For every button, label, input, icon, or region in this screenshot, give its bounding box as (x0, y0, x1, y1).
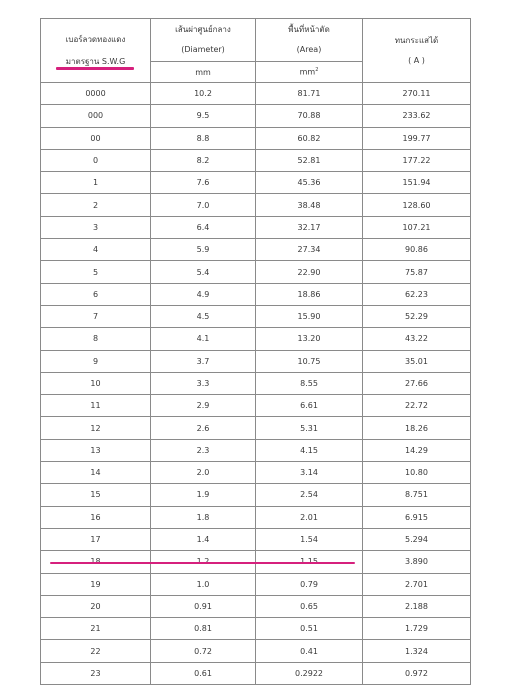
table-row (41, 528, 471, 550)
cell-area: 60.82 (256, 127, 363, 149)
cell-diameter: 1.4 (151, 528, 256, 550)
cell-swg: 5 (41, 261, 151, 283)
unit-area (256, 62, 363, 83)
cell-diameter: 2.6 (151, 417, 256, 439)
cell-swg: 11 (41, 395, 151, 417)
cell-diameter: 6.4 (151, 216, 256, 238)
cell-current: 128.60 (363, 194, 471, 216)
cell-area: 13.20 (256, 328, 363, 350)
table-row (41, 127, 471, 149)
cell-area: 70.88 (256, 105, 363, 127)
cell-diameter: 8.8 (151, 127, 256, 149)
table-row (41, 618, 471, 640)
header-current-line1: ทนกระแสได้ (394, 35, 439, 45)
cell-area: 22.90 (256, 261, 363, 283)
table-row (41, 283, 471, 305)
header-current (363, 19, 471, 83)
header-swg-line1: เบอร์ลวดทองแดง (65, 34, 126, 44)
cell-swg: 23 (41, 662, 151, 684)
cell-diameter: 3.7 (151, 350, 256, 372)
cell-swg: 000 (41, 105, 151, 127)
cell-swg: 0 (41, 149, 151, 171)
header-swg (41, 19, 151, 83)
table-row (41, 261, 471, 283)
cell-area: 8.55 (256, 372, 363, 394)
cell-swg: 1 (41, 172, 151, 194)
table-row (41, 640, 471, 662)
cell-area: 1.54 (256, 528, 363, 550)
cell-current: 18.26 (363, 417, 471, 439)
cell-diameter: 2.9 (151, 395, 256, 417)
table-row (41, 305, 471, 327)
cell-diameter: 9.5 (151, 105, 256, 127)
table-row (41, 595, 471, 617)
cell-current: 27.66 (363, 372, 471, 394)
cell-area: 3.14 (256, 462, 363, 484)
cell-current: 2.188 (363, 595, 471, 617)
cell-current: 1.324 (363, 640, 471, 662)
cell-area: 0.41 (256, 640, 363, 662)
header-diameter-line2: (Diameter) (181, 45, 225, 54)
cell-current: 10.80 (363, 462, 471, 484)
cell-current: 199.77 (363, 127, 471, 149)
header-diameter-line1: เส้นผ่าศูนย์กลาง (175, 25, 231, 34)
wire-gauge-table (40, 18, 471, 685)
cell-current: 22.72 (363, 395, 471, 417)
cell-diameter: 5.4 (151, 261, 256, 283)
cell-diameter: 0.81 (151, 618, 256, 640)
cell-diameter: 4.1 (151, 328, 256, 350)
cell-swg: 7 (41, 305, 151, 327)
cell-diameter: 0.61 (151, 662, 256, 684)
cell-diameter: 1.9 (151, 484, 256, 506)
header-area (256, 19, 363, 62)
cell-current: 75.87 (363, 261, 471, 283)
cell-diameter: 0.91 (151, 595, 256, 617)
cell-swg: 14 (41, 462, 151, 484)
cell-area: 4.15 (256, 439, 363, 461)
header-diameter (151, 19, 256, 62)
cell-swg: 0000 (41, 83, 151, 105)
cell-swg: 00 (41, 127, 151, 149)
table-row (41, 216, 471, 238)
cell-diameter: 4.9 (151, 283, 256, 305)
cell-area: 0.65 (256, 595, 363, 617)
cell-diameter: 1.8 (151, 506, 256, 528)
cell-current: 5.294 (363, 528, 471, 550)
cell-diameter: 8.2 (151, 149, 256, 171)
cell-area: 81.71 (256, 83, 363, 105)
cell-swg: 9 (41, 350, 151, 372)
cell-diameter: 2.0 (151, 462, 256, 484)
cell-area: 27.34 (256, 239, 363, 261)
table-row (41, 439, 471, 461)
cell-current: 1.729 (363, 618, 471, 640)
cell-current: 0.972 (363, 662, 471, 684)
cell-area: 0.79 (256, 573, 363, 595)
cell-area: 32.17 (256, 216, 363, 238)
cell-diameter: 10.2 (151, 83, 256, 105)
cell-area: 18.86 (256, 283, 363, 305)
table-row (41, 105, 471, 127)
cell-area: 10.75 (256, 350, 363, 372)
cell-current: 14.29 (363, 439, 471, 461)
cell-swg: 13 (41, 439, 151, 461)
cell-diameter: 7.6 (151, 172, 256, 194)
table-row (41, 83, 471, 105)
table-row (41, 662, 471, 684)
cell-area: 52.81 (256, 149, 363, 171)
cell-diameter: 1.0 (151, 573, 256, 595)
table-row (41, 172, 471, 194)
cell-current: 270.11 (363, 83, 471, 105)
cell-current: 3.890 (363, 551, 471, 573)
table-row (41, 395, 471, 417)
unit-area-exponent: 2 (315, 67, 319, 74)
cell-diameter: 4.5 (151, 305, 256, 327)
table-row (41, 149, 471, 171)
cell-area: 2.54 (256, 484, 363, 506)
cell-swg: 20 (41, 595, 151, 617)
swg-header-underline (56, 67, 134, 70)
cell-swg: 17 (41, 528, 151, 550)
cell-current: 8.751 (363, 484, 471, 506)
cell-current: 233.62 (363, 105, 471, 127)
cell-swg: 12 (41, 417, 151, 439)
cell-current: 107.21 (363, 216, 471, 238)
cell-swg: 21 (41, 618, 151, 640)
cell-current: 177.22 (363, 149, 471, 171)
cell-current: 43.22 (363, 328, 471, 350)
cell-swg: 10 (41, 372, 151, 394)
cell-swg: 8 (41, 328, 151, 350)
header-swg-line2: มาตรฐาน S.W.G (65, 56, 126, 66)
cell-diameter: 2.3 (151, 439, 256, 461)
cell-current: 52.29 (363, 305, 471, 327)
unit-diameter: mm (151, 62, 256, 83)
header-area-line1: พื้นที่หน้าตัด (288, 25, 330, 34)
table-row (41, 573, 471, 595)
cell-current: 151.94 (363, 172, 471, 194)
cell-swg: 3 (41, 216, 151, 238)
cell-area: 0.51 (256, 618, 363, 640)
table-row (41, 239, 471, 261)
table-row (41, 484, 471, 506)
cell-current: 6.915 (363, 506, 471, 528)
cell-area: 5.31 (256, 417, 363, 439)
cell-swg: 22 (41, 640, 151, 662)
cell-current: 2.701 (363, 573, 471, 595)
cell-area: 15.90 (256, 305, 363, 327)
table-row (41, 350, 471, 372)
cell-swg: 2 (41, 194, 151, 216)
header-area-line2: (Area) (296, 45, 322, 54)
unit-area-base: mm (299, 67, 316, 77)
cell-area: 45.36 (256, 172, 363, 194)
cell-diameter: 0.72 (151, 640, 256, 662)
highlight-row-underline (50, 562, 355, 565)
cell-swg: 6 (41, 283, 151, 305)
cell-diameter: 3.3 (151, 372, 256, 394)
table-row (41, 372, 471, 394)
cell-current: 35.01 (363, 350, 471, 372)
cell-area: 6.61 (256, 395, 363, 417)
cell-current: 62.23 (363, 283, 471, 305)
cell-swg: 15 (41, 484, 151, 506)
cell-area: 0.2922 (256, 662, 363, 684)
table-row (41, 328, 471, 350)
cell-swg: 4 (41, 239, 151, 261)
table-row (41, 462, 471, 484)
table-row (41, 417, 471, 439)
cell-swg: 16 (41, 506, 151, 528)
cell-current: 90.86 (363, 239, 471, 261)
cell-diameter: 5.9 (151, 239, 256, 261)
table-row (41, 506, 471, 528)
table-row (41, 194, 471, 216)
cell-diameter: 7.0 (151, 194, 256, 216)
cell-area: 2.01 (256, 506, 363, 528)
cell-swg: 19 (41, 573, 151, 595)
cell-area: 38.48 (256, 194, 363, 216)
header-current-line2: ( A ) (408, 55, 425, 65)
